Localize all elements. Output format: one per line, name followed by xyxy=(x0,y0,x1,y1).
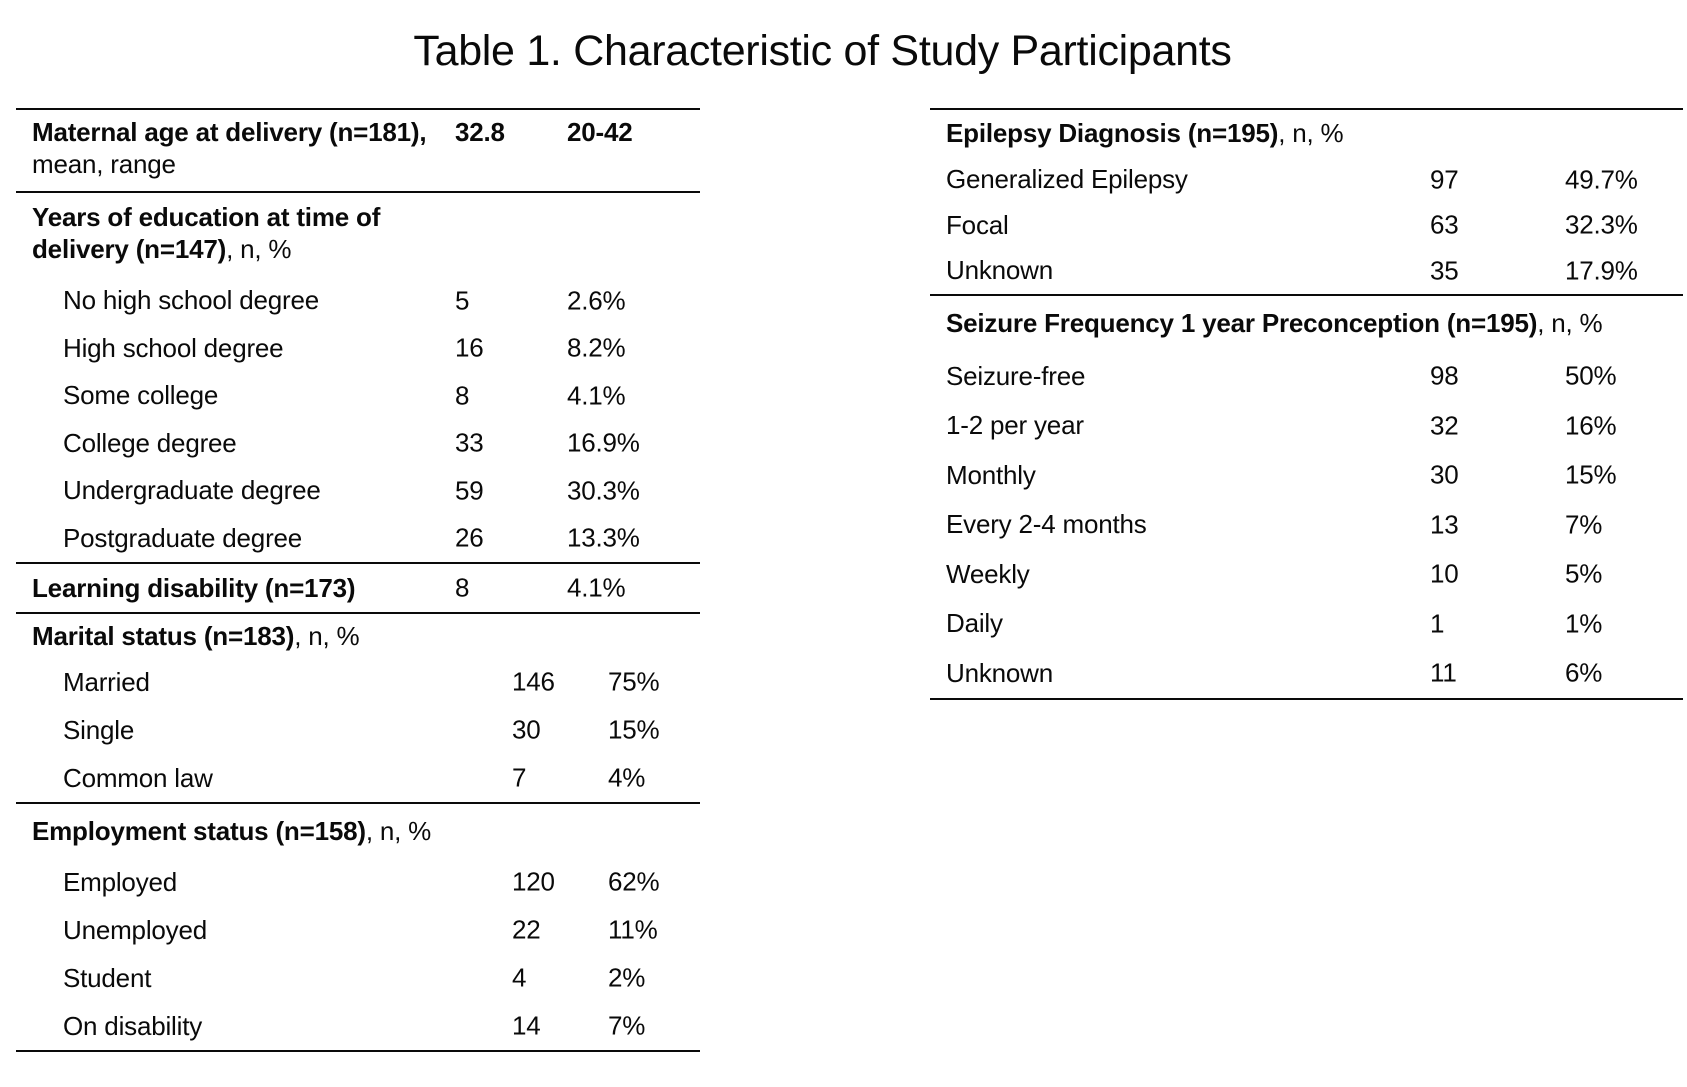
table-row xyxy=(930,599,1683,649)
table-row xyxy=(930,352,1683,402)
value-col-1: 32.8 xyxy=(455,117,505,147)
row-label: Postgraduate degree xyxy=(63,522,303,553)
table-section-epilepsy xyxy=(930,110,1683,296)
value-col-2: 20-42 xyxy=(567,117,633,147)
table-row xyxy=(16,658,700,706)
table-section-maternal xyxy=(16,110,700,193)
value-col-1: 5 xyxy=(455,285,470,316)
table-row xyxy=(16,906,700,954)
row-label: Employed xyxy=(63,866,178,897)
row-label: Weekly xyxy=(946,558,1030,589)
value-col-2: 4% xyxy=(608,762,646,793)
table-row xyxy=(930,110,1683,157)
table-row xyxy=(16,277,700,325)
value-col-2: 7% xyxy=(608,1010,646,1041)
value-col-1: 59 xyxy=(455,475,484,506)
value-col-2: 4.1% xyxy=(567,380,626,411)
value-col-1: 120 xyxy=(512,866,555,897)
value-col-1: 30 xyxy=(512,714,541,745)
row-label: On disability xyxy=(63,1010,203,1041)
row-label: Marital status (n=183), n, % xyxy=(32,620,360,651)
table-row xyxy=(16,804,700,858)
value-col-2: 2.6% xyxy=(567,285,626,316)
row-label: Married xyxy=(63,666,150,697)
row-label: 1-2 per year xyxy=(946,410,1084,441)
table-section-learning xyxy=(16,564,700,614)
table-row xyxy=(16,420,700,468)
value-col-2: 62% xyxy=(608,866,660,897)
value-col-1: 30 xyxy=(1430,459,1459,490)
value-col-1: 11 xyxy=(1430,657,1457,688)
value-col-2: 16% xyxy=(1565,410,1617,441)
table-row xyxy=(930,649,1683,699)
row-label: Single xyxy=(63,714,135,745)
value-col-2: 15% xyxy=(1565,459,1617,490)
value-col-1: 33 xyxy=(455,427,484,458)
row-label: Unemployed xyxy=(63,914,207,945)
row-label: No high school degree xyxy=(63,285,319,316)
value-col-2: 5% xyxy=(1565,558,1603,589)
value-col-1: 1 xyxy=(1430,608,1445,639)
row-label: Generalized Epilepsy xyxy=(946,164,1188,195)
value-col-2: 16.9% xyxy=(567,427,640,458)
value-col-2: 50% xyxy=(1565,360,1617,391)
left-table xyxy=(16,108,700,1052)
table-row xyxy=(16,193,700,277)
table-row xyxy=(930,500,1683,550)
row-label: Maternal age at delivery (n=181), mean, range xyxy=(32,117,427,179)
table-row xyxy=(16,110,700,191)
table-section-education xyxy=(16,193,700,564)
table-row xyxy=(16,858,700,906)
value-col-1: 146 xyxy=(512,666,555,697)
row-label: Learning disability (n=173) xyxy=(32,572,356,603)
table-row xyxy=(930,550,1683,600)
row-label: High school degree xyxy=(63,332,284,363)
value-col-1: 26 xyxy=(455,522,484,553)
value-col-2: 6% xyxy=(1565,657,1603,688)
value-col-1: 8 xyxy=(455,572,470,603)
value-col-1: 16 xyxy=(455,332,484,363)
value-col-1: 98 xyxy=(1430,360,1459,391)
value-col-1: 13 xyxy=(1430,509,1459,540)
right-table xyxy=(930,108,1683,700)
row-label: Unknown xyxy=(946,657,1053,688)
table-row xyxy=(16,515,700,563)
value-col-1: 35 xyxy=(1430,255,1459,286)
value-col-2: 7% xyxy=(1565,509,1603,540)
table-row xyxy=(16,614,700,658)
value-col-1: 22 xyxy=(512,914,541,945)
value-col-1: 10 xyxy=(1430,558,1459,589)
page-title: Table 1. Characteristic of Study Participants xyxy=(413,27,1232,75)
value-col-2: 11% xyxy=(608,914,658,945)
row-label: Unknown xyxy=(946,255,1053,286)
table-row xyxy=(16,372,700,420)
row-label: Some college xyxy=(63,380,219,411)
row-label: Common law xyxy=(63,762,213,793)
table-row xyxy=(930,157,1683,203)
value-col-2: 4.1% xyxy=(567,572,626,603)
value-col-2: 32.3% xyxy=(1565,209,1638,240)
value-col-2: 13.3% xyxy=(567,522,640,553)
row-label: Every 2-4 months xyxy=(946,509,1147,540)
table-row xyxy=(16,325,700,373)
value-col-1: 14 xyxy=(512,1010,541,1041)
value-col-1: 63 xyxy=(1430,209,1459,240)
row-label: Daily xyxy=(946,608,1003,639)
row-label: Student xyxy=(63,962,152,993)
table-row xyxy=(16,954,700,1002)
table-section-employment xyxy=(16,804,700,1050)
table-row xyxy=(930,203,1683,249)
value-col-2: 49.7% xyxy=(1565,164,1638,195)
table-row xyxy=(930,296,1683,352)
row-label: Years of education at time of delivery (n=147), n, % xyxy=(32,202,381,264)
value-col-2: 15% xyxy=(608,714,660,745)
value-col-2: 1% xyxy=(1565,608,1603,639)
row-label: Seizure Frequency 1 year Preconception (n=195), n, % xyxy=(946,308,1603,338)
table-row xyxy=(930,248,1683,294)
row-label: Epilepsy Diagnosis (n=195), n, % xyxy=(946,118,1344,148)
row-label: Monthly xyxy=(946,459,1036,490)
value-col-1: 7 xyxy=(512,762,527,793)
table-row xyxy=(930,451,1683,501)
value-col-1: 4 xyxy=(512,962,527,993)
value-col-1: 97 xyxy=(1430,164,1459,195)
value-col-2: 2% xyxy=(608,962,646,993)
row-label: Focal xyxy=(946,209,1009,240)
table-row xyxy=(16,564,700,612)
table-row xyxy=(930,401,1683,451)
table-section-seizure xyxy=(930,296,1683,699)
table-section-marital xyxy=(16,614,700,804)
table-row xyxy=(16,1002,700,1050)
row-label: Employment status (n=158), n, % xyxy=(32,815,432,846)
value-col-2: 17.9% xyxy=(1565,255,1638,286)
value-col-2: 8.2% xyxy=(567,332,626,363)
value-col-1: 8 xyxy=(455,380,470,411)
row-label: College degree xyxy=(63,427,237,458)
value-col-2: 30.3% xyxy=(567,475,640,506)
row-label: Seizure-free xyxy=(946,360,1086,391)
value-col-1: 32 xyxy=(1430,410,1459,441)
table-row xyxy=(16,754,700,802)
table-row xyxy=(16,467,700,515)
table-row xyxy=(16,706,700,754)
row-label: Undergraduate degree xyxy=(63,475,321,506)
value-col-2: 75% xyxy=(608,666,660,697)
